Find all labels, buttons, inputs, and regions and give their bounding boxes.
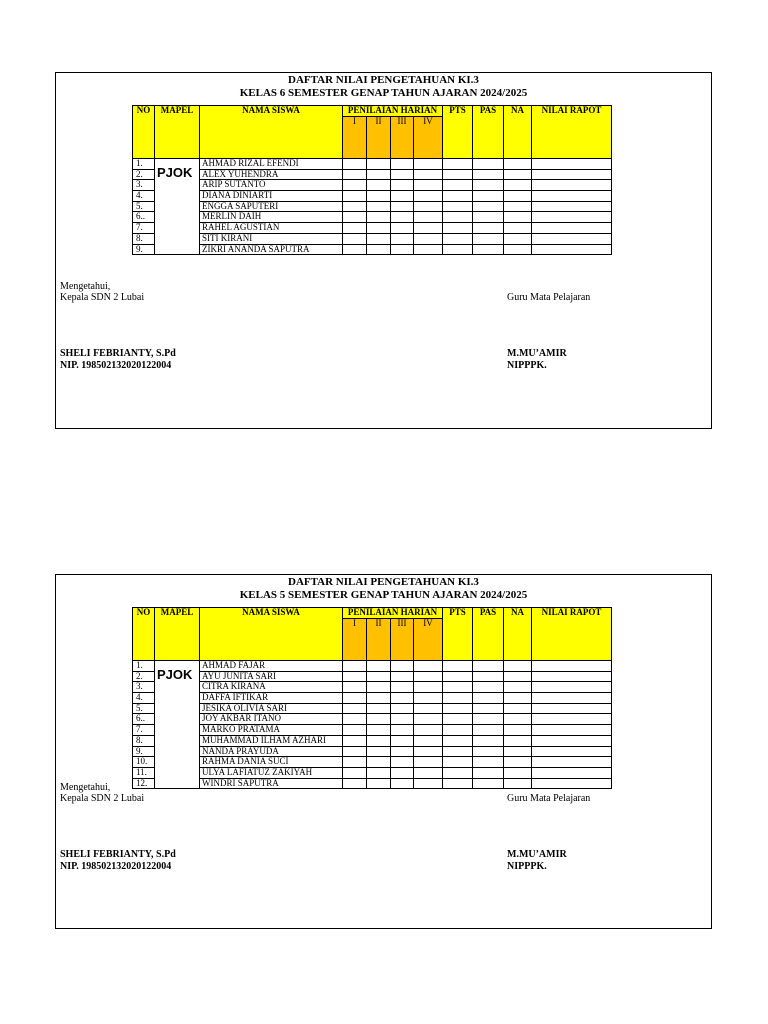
- student-no: 4.: [133, 191, 155, 202]
- table-row: [133, 725, 612, 736]
- grades-table: [132, 105, 612, 255]
- header-nama-siswa: NAMA SISWA: [200, 106, 343, 159]
- student-name: MUHAMMAD ILHAM AZHARI: [200, 735, 343, 746]
- student-no: 8.: [133, 735, 155, 746]
- table-row: [133, 746, 612, 757]
- student-name: AYU JUNITA SARI: [200, 671, 343, 682]
- table-row: [133, 757, 612, 768]
- student-name: ULYA LAFIATUZ ZAKIYAH: [200, 767, 343, 778]
- guru-nip: NIPPPK.: [507, 861, 547, 872]
- table-row: [133, 693, 612, 704]
- student-name: RAHEL AGUSTIAN: [200, 223, 343, 234]
- table-row: [133, 682, 612, 693]
- guru-name: M.MU’AMIR: [507, 849, 567, 860]
- table-row: [133, 767, 612, 778]
- header-mapel: MAPEL: [155, 106, 200, 159]
- student-no: 11.: [133, 767, 155, 778]
- student-name: ENGGA SAPUTERI: [200, 201, 343, 212]
- sheet-subtitle: KELAS 5 SEMESTER GENAP TAHUN AJARAN 2024/2025: [239, 589, 528, 601]
- mengetahui-label: Mengetahui,: [60, 281, 111, 292]
- header-no: NO: [133, 106, 155, 159]
- student-name: ALEX YUHENDRA: [200, 169, 343, 180]
- header-pts: PTS: [443, 106, 473, 159]
- grade-sheet-kelas-6: [55, 72, 712, 429]
- student-name: ARIP SUTANTO: [200, 180, 343, 191]
- header-na: NA: [504, 106, 532, 159]
- student-name: DAFFA IFTIKAR: [200, 693, 343, 704]
- kepala-label: Kepala SDN 2 Lubai: [60, 292, 145, 303]
- header-ph-3: III: [391, 117, 414, 159]
- student-name: AHMAD RIZAL EFENDI: [200, 159, 343, 170]
- student-name: JOY AKBAR ITANO: [200, 714, 343, 725]
- mapel-value: PJOK: [155, 159, 200, 255]
- table-row: [133, 223, 612, 234]
- table-row: [133, 671, 612, 682]
- student-no: 5.: [133, 201, 155, 212]
- header-ph-1: I: [343, 117, 367, 159]
- kepala-name: SHELI FEBRIANTY, S.Pd: [60, 348, 176, 359]
- table-row: [133, 212, 612, 223]
- student-no: 3.: [133, 682, 155, 693]
- header-ph-4: IV: [414, 619, 443, 661]
- kepala-nip: NIP. 198502132020122004: [60, 861, 172, 872]
- table-row: [133, 735, 612, 746]
- student-no: 6..: [133, 212, 155, 223]
- student-name: WINDRI SAPUTRA: [200, 778, 343, 789]
- guru-label: Guru Mata Pelajaran: [507, 292, 591, 303]
- mengetahui-label: Mengetahui,: [60, 782, 111, 793]
- table-row: [133, 159, 612, 170]
- table-row: [133, 778, 612, 789]
- student-name: SITI KIRANI: [200, 233, 343, 244]
- header-ph-1: I: [343, 619, 367, 661]
- student-name: JESIKA OLIVIA SARI: [200, 703, 343, 714]
- table-row: [133, 201, 612, 212]
- header-nilai-rapot: NILAI RAPOT: [532, 106, 612, 159]
- student-no: 1.: [133, 159, 155, 170]
- student-no: 9.: [133, 244, 155, 255]
- student-name: DIANA DINIARTI: [200, 191, 343, 202]
- header-nilai-rapot: NILAI RAPOT: [532, 608, 612, 661]
- student-name: MARKO PRATAMA: [200, 725, 343, 736]
- student-no: 2.: [133, 169, 155, 180]
- student-name: NANDA PRAYUDA: [200, 746, 343, 757]
- sheet-subtitle: KELAS 6 SEMESTER GENAP TAHUN AJARAN 2024/2025: [239, 87, 528, 99]
- table-row: [133, 714, 612, 725]
- table-row: [133, 169, 612, 180]
- header-penilaian-harian: PENILAIAN HARIAN: [343, 106, 443, 117]
- guru-nip: NIPPPK.: [507, 360, 547, 371]
- table-row: [133, 233, 612, 244]
- table-row: [133, 244, 612, 255]
- student-no: 9.: [133, 746, 155, 757]
- student-no: 7.: [133, 223, 155, 234]
- grades-table: [132, 607, 612, 789]
- student-no: 10.: [133, 757, 155, 768]
- header-pts: PTS: [443, 608, 473, 661]
- table-row: [133, 703, 612, 714]
- student-no: 7.: [133, 725, 155, 736]
- kepala-nip: NIP. 198502132020122004: [60, 360, 172, 371]
- student-name: ZIKRI ANANDA SAPUTRA: [200, 244, 343, 255]
- mapel-value: PJOK: [155, 661, 200, 789]
- header-nama-siswa: NAMA SISWA: [200, 608, 343, 661]
- student-name: RAHMA DANIA SUCI: [200, 757, 343, 768]
- student-no: 5.: [133, 703, 155, 714]
- header-na: NA: [504, 608, 532, 661]
- table-row: [133, 191, 612, 202]
- student-name: MERLIN DAIH: [200, 212, 343, 223]
- grade-sheet-kelas-5: [55, 574, 712, 929]
- sheet-title: DAFTAR NILAI PENGETAHUAN KI.3: [288, 74, 479, 86]
- table-row: [133, 180, 612, 191]
- header-no: NO: [133, 608, 155, 661]
- kepala-name: SHELI FEBRIANTY, S.Pd: [60, 849, 176, 860]
- header-ph-3: III: [391, 619, 414, 661]
- header-pas: PAS: [473, 106, 504, 159]
- student-no: 3.: [133, 180, 155, 191]
- guru-name: M.MU’AMIR: [507, 348, 567, 359]
- guru-label: Guru Mata Pelajaran: [507, 793, 591, 804]
- header-mapel: MAPEL: [155, 608, 200, 661]
- header-ph-2: II: [367, 117, 391, 159]
- header-pas: PAS: [473, 608, 504, 661]
- student-name: CITRA KIRANA: [200, 682, 343, 693]
- student-no: 2.: [133, 671, 155, 682]
- sheet-title: DAFTAR NILAI PENGETAHUAN KI.3: [288, 576, 479, 588]
- student-no: 4.: [133, 693, 155, 704]
- header-penilaian-harian: PENILAIAN HARIAN: [343, 608, 443, 619]
- header-ph-4: IV: [414, 117, 443, 159]
- table-row: [133, 661, 612, 672]
- header-ph-2: II: [367, 619, 391, 661]
- student-no: 8.: [133, 233, 155, 244]
- student-no: 1.: [133, 661, 155, 672]
- kepala-label: Kepala SDN 2 Lubai: [60, 793, 145, 804]
- student-no: 6..: [133, 714, 155, 725]
- student-no: 12.: [133, 778, 155, 789]
- student-name: AHMAD FAJAR: [200, 661, 343, 672]
